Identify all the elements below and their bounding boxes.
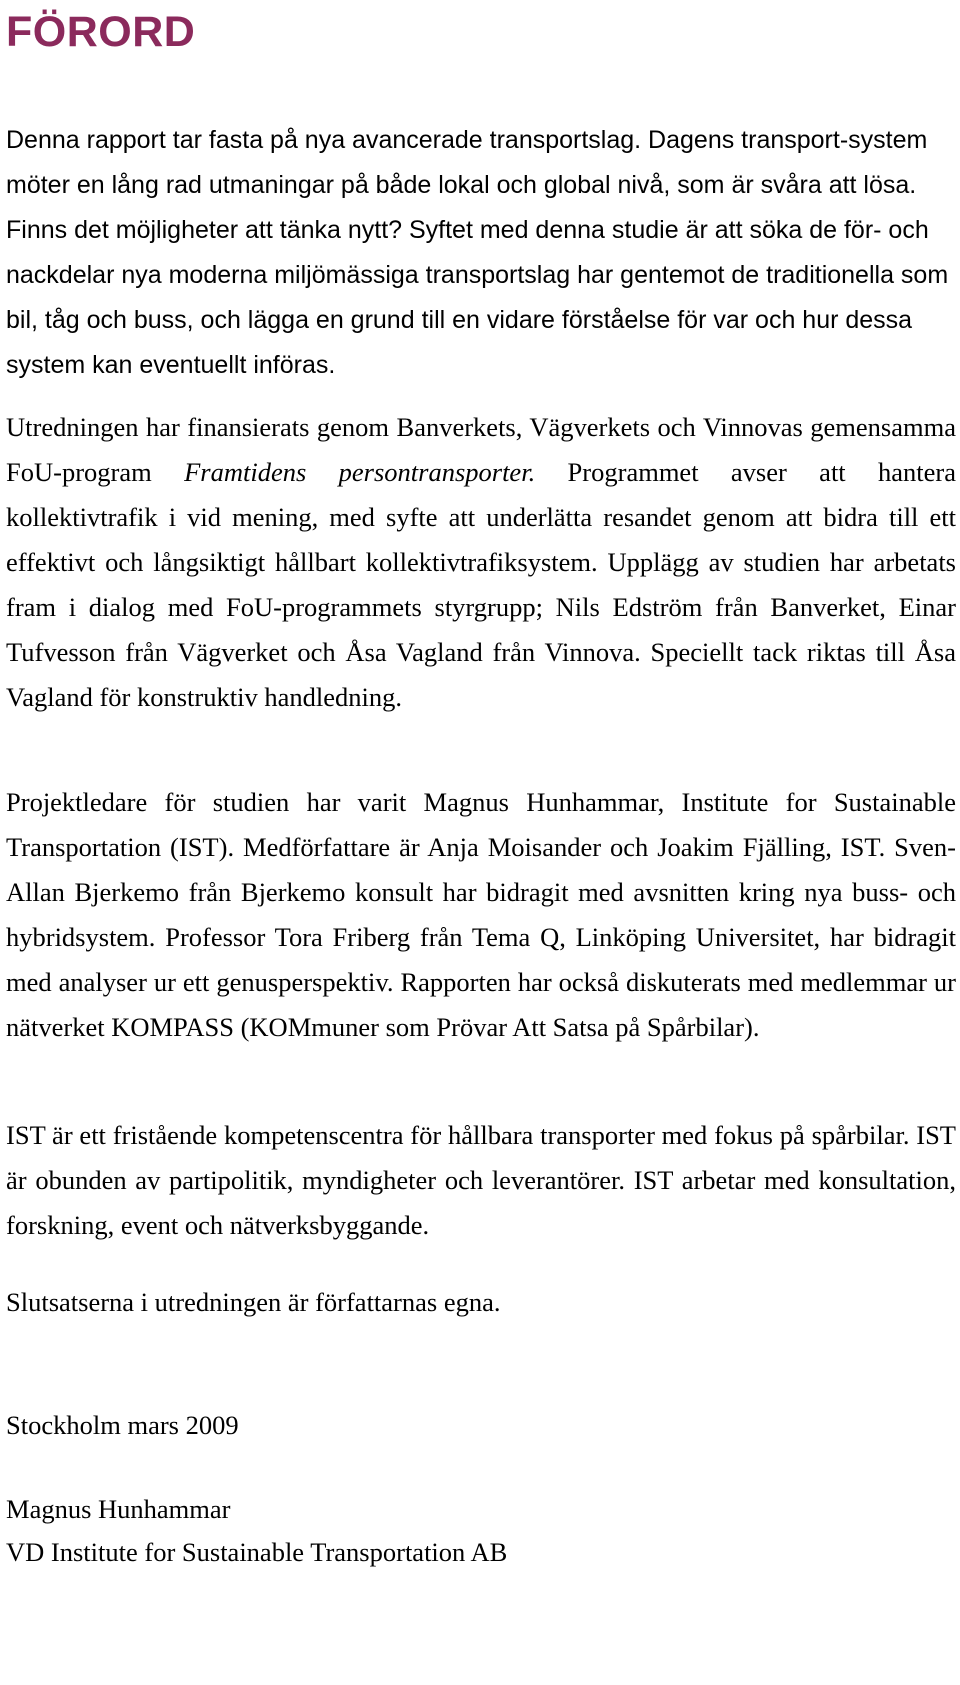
paragraph-disclaimer: Slutsatserna i utredningen är författarnas egna. [6,1287,501,1317]
place-and-date: Stockholm mars 2009 [6,1410,239,1440]
paragraph-ist-description: IST är ett fristående kompetenscentra för hållbara transporter med fokus på spårbilar. IST är obunden av partipolitik, myndigheter och leverantörer. IST arbetar med konsultation, forskning, event och nätverksbyggande. [6,1120,956,1240]
signer-name: Magnus Hunhammar [6,1494,231,1524]
paragraph-funding [6,405,956,720]
paragraph-funding-text-2: Programmet avser att hantera kollektivtrafik i vid mening, med syfte att underlätta resandet genom att bidra till ett effektivt och långsiktigt hållbart kollektivtrafiksystem. Upplägg av studien har arbetats fram i dialog med FoU-programmets styrgrupp; Nils Edström från Banverket, Einar Tufvesson från Vägverket och Åsa Vagland från Vinnova. Speciellt tack riktas till Åsa Vagland för konstruktiv handledning. [6,457,956,712]
paragraph-purpose: Denna rapport tar fasta på nya avancerade transportslag. Dagens transport-system möter en lång rad utmaningar på både lokal och global nivå, som är svåra att lösa. Finns det möjligheter att tänka nytt? Syftet med denna studie är att söka de för- och nackdelar nya moderna miljömässiga transportslag har gentemot de traditionella som bil, tåg och buss, och lägga en grund till en vidare förståelse för var och hur dessa system kan eventuellt införas. [6,126,949,379]
paragraph-funding-text-1: Utredningen har finansierats genom Banverkets, Vägverkets och Vinnovas gemensamma FoU-program [6,412,956,487]
signer-title: VD Institute for Sustainable Transportation AB [6,1537,508,1567]
program-name: Framtidens persontransporter. [184,457,536,487]
page-title: FÖRORD [6,8,196,56]
paragraph-project-team: Projektledare för studien har varit Magnus Hunhammar, Institute for Sustainable Transportation (IST). Medförfattare är Anja Moisander och Joakim Fjälling, IST. Sven-Allan Bjerkemo från Bjerkemo konsult har bidragit med avsnitten kring nya buss- och hybridsystem. Professor Tora Friberg från Tema Q, Linköping Universitet, har bidragit med analyser ur ett genusperspektiv. Rapporten har också diskuterats med medlemmar ur nätverket KOMPASS (KOMmuner som Prövar Att Satsa på Spårbilar). [6,787,956,1042]
